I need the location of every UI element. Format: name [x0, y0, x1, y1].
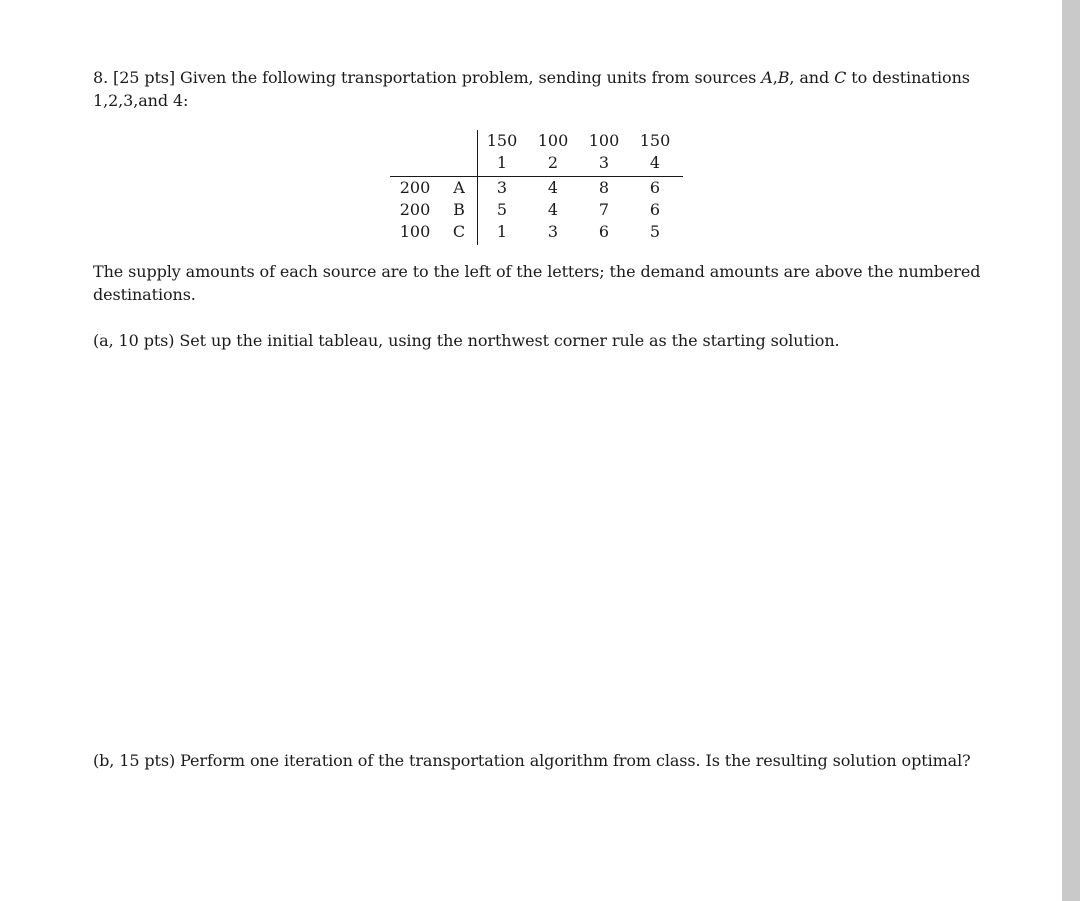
source-c: C [452, 222, 466, 241]
cost-c-1: 1 [496, 222, 508, 241]
source-b: B [453, 200, 465, 219]
part-a-prompt: (a, 10 pts) Set up the initial tableau, using the northwest corner rule as the starting solution. [93, 331, 840, 350]
cost-c-3: 6 [598, 222, 610, 241]
demand-4: 150 [639, 131, 671, 150]
question-statement [93, 66, 993, 112]
cost-a-3: 8 [598, 178, 610, 197]
cost-b-3: 7 [598, 200, 610, 219]
source-a: A [453, 178, 465, 197]
cost-a-1: 3 [496, 178, 508, 197]
cost-a-2: 4 [547, 178, 559, 197]
demand-2: 100 [537, 131, 569, 150]
cost-b-2: 4 [547, 200, 559, 219]
supply-c: 100 [399, 222, 431, 241]
transportation-table [387, 130, 683, 245]
source-c-symbol: C [834, 68, 847, 87]
supply-a: 200 [399, 178, 431, 197]
vertical-scrollbar[interactable] [1062, 0, 1080, 901]
supply-demand-note: The supply amounts of each source are to the left of the letters; the demand amounts are above the numbered destinations. [93, 262, 981, 304]
source-a-symbol: A [761, 68, 773, 87]
destination-1: 1 [496, 153, 508, 172]
cost-c-4: 5 [649, 222, 661, 241]
destination-4: 4 [649, 153, 661, 172]
separator-2: , and [789, 68, 835, 87]
destination-3: 3 [598, 153, 610, 172]
source-b-symbol: B [777, 68, 790, 87]
question-prefix: 8. [25 pts] Given the following transportation problem, sending units from sources [93, 68, 762, 87]
part-b-prompt: (b, 15 pts) Perform one iteration of the transportation algorithm from class. Is the resulting solution optimal? [93, 751, 971, 770]
destination-2: 2 [547, 153, 559, 172]
cost-c-2: 3 [547, 222, 559, 241]
demand-1: 150 [486, 131, 518, 150]
demand-3: 100 [588, 131, 620, 150]
cost-b-4: 6 [649, 200, 661, 219]
cost-a-4: 6 [649, 178, 661, 197]
supply-b: 200 [399, 200, 431, 219]
cost-b-1: 5 [496, 200, 508, 219]
question-suffix: to destinations 1,2,3,and 4: [93, 68, 970, 110]
table-horizontal-rule [390, 176, 683, 177]
separator-1: , [772, 68, 778, 87]
